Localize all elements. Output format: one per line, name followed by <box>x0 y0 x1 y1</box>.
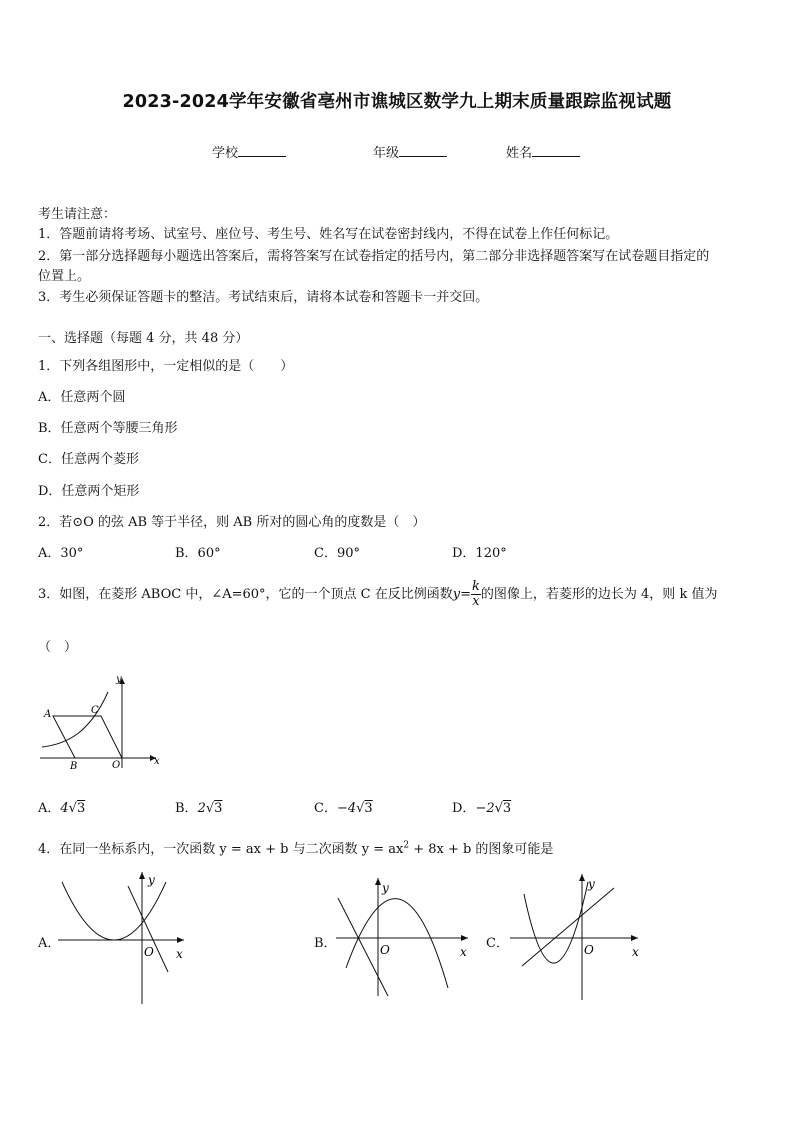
school-field[interactable] <box>212 142 286 161</box>
q3-option-a[interactable] <box>38 797 85 816</box>
q3-option-a-radical: √3 <box>68 801 86 816</box>
grade-label: 年级 <box>373 146 400 161</box>
q3-label-y: y <box>116 674 122 685</box>
q3-option-a-letter: A． <box>38 801 61 816</box>
q3-option-c-coef: −4 <box>336 801 357 816</box>
q3-option-c[interactable] <box>314 797 373 816</box>
note-1: 1．答题前请将考场、试室号、座位号、考生号、姓名写在试卷密封线内，不得在试卷上作任何标记。 <box>38 227 619 242</box>
q4c-label-y: y <box>588 877 595 891</box>
q4-option-b-label[interactable]: B． <box>314 936 337 951</box>
q3-hyperbola <box>42 692 108 747</box>
q4b-label-y: y <box>382 881 389 895</box>
q2-option-d[interactable]: D．120° <box>452 546 507 561</box>
grade-blank[interactable] <box>399 144 447 157</box>
q3-option-c-letter: C． <box>314 801 337 816</box>
grade-field[interactable] <box>373 142 447 161</box>
q3-label-b: B <box>70 761 78 772</box>
q4-option-a-label[interactable]: A． <box>38 936 61 951</box>
notes-header: 考生请注意： <box>38 207 117 222</box>
school-blank[interactable] <box>238 144 286 157</box>
q3-stem-a: 3．如图，在菱形 ABOC 中，∠A=60°，它的一个顶点 C 在反比例函数 <box>38 587 453 602</box>
school-label: 学校 <box>212 146 239 161</box>
q4-stem-a: 4．在同一坐标系内，一次函数 y = ax + b 与二次函数 y = ax <box>38 842 404 857</box>
q1-stem: 1．下列各组图形中，一定相似的是（ ） <box>38 359 294 374</box>
q4b-x-arrow <box>461 935 468 941</box>
q4a-label-x: x <box>176 947 183 961</box>
q4a-x-arrow <box>177 937 184 943</box>
q4c-y-arrow <box>579 874 585 881</box>
q4a-y-arrow <box>139 872 145 879</box>
q4-graph-a[interactable] <box>58 868 188 1008</box>
q2-option-b[interactable]: B．60° <box>175 546 221 561</box>
q3-label-c: C <box>91 705 99 716</box>
note-2: 2．第一部分选择题每小题选出答案后，需将答案写在试卷指定的括号内，第二部分非选择题答案写在试卷题目指定的 <box>38 249 710 264</box>
q4c-parabola <box>524 882 588 963</box>
q4a-label-y: y <box>148 873 155 887</box>
q4b-label-x: x <box>460 945 467 959</box>
q1-option-d[interactable]: D．任意两个矩形 <box>38 484 140 499</box>
note-3: 3．考生必须保证答题卡的整洁。考试结束后，请将本试卷和答题卡一并交回。 <box>38 290 489 305</box>
q3-figure <box>38 672 168 772</box>
q4c-x-arrow <box>631 935 638 941</box>
q4c-line <box>522 888 614 966</box>
q3-option-c-radicand: 3 <box>364 801 373 816</box>
q3-option-b-coef: 2 <box>197 801 206 816</box>
q3-stem-paren: （ ） <box>38 640 78 655</box>
q2-option-a[interactable]: A．30° <box>38 546 84 561</box>
q3-label-o: O <box>112 760 121 771</box>
page-title: 2023-2024学年安徽省亳州市谯城区数学九上期末质量跟踪监视试题 <box>122 92 672 112</box>
q3-func-y: y <box>452 587 461 602</box>
q4a-label-o: O <box>144 945 154 959</box>
q1-option-b[interactable]: B．任意两个等腰三角形 <box>38 421 178 436</box>
q3-option-b[interactable] <box>175 797 222 816</box>
name-blank[interactable] <box>532 144 580 157</box>
q1-option-c[interactable]: C．任意两个菱形 <box>38 452 139 467</box>
q3-option-b-radicand: 3 <box>214 801 223 816</box>
q3-option-a-radicand: 3 <box>76 801 86 816</box>
q3-option-d-letter: D． <box>452 801 476 816</box>
q4-option-c-label[interactable]: C． <box>486 936 509 951</box>
q3-label-x: x <box>154 756 160 767</box>
q3-func-eq: = <box>460 587 472 602</box>
q3-option-c-radical: √3 <box>356 801 373 816</box>
q4b-label-o: O <box>380 943 390 957</box>
q4-graph-b[interactable] <box>334 872 474 1000</box>
q3-option-b-radical: √3 <box>205 801 223 816</box>
name-label: 姓名 <box>506 146 533 161</box>
q4-graph-c[interactable] <box>508 870 646 1002</box>
q3-option-d-radicand: 3 <box>502 801 512 816</box>
q4-stem <box>38 838 553 857</box>
q4-stem-sup: 2 <box>403 840 410 851</box>
name-field[interactable] <box>506 142 580 161</box>
q3-stem-b: 的图像上，若菱形的边长为 4，则 k 值为 <box>480 587 718 602</box>
q1-option-a[interactable]: A．任意两个圆 <box>38 390 126 405</box>
q3-option-b-letter: B． <box>175 801 198 816</box>
q3-stem <box>38 578 717 612</box>
q3-label-a: A <box>44 709 52 720</box>
q2-option-c[interactable]: C．90° <box>314 546 360 561</box>
q4c-label-x: x <box>632 945 639 959</box>
q3-option-d-coef: −2 <box>475 801 495 816</box>
q4-stem-b: + 8x + b 的图象可能是 <box>409 842 554 857</box>
note-2-cont: 位置上。 <box>38 269 91 284</box>
q3-rhombus <box>53 716 122 758</box>
q4c-label-o: O <box>584 943 594 957</box>
q3-fraction-num: k <box>472 579 480 594</box>
q3-option-a-coef: 4 <box>60 801 69 816</box>
q2-stem: 2．若⊙O 的弦 AB 等于半径，则 AB 所对的圆心角的度数是（ ） <box>38 515 426 530</box>
q4b-y-arrow <box>375 878 381 885</box>
q3-option-d[interactable] <box>452 797 511 816</box>
q3-fraction <box>471 580 481 609</box>
q3-option-d-radical: √3 <box>494 801 512 816</box>
q3-fraction-den: x <box>472 594 480 609</box>
section-heading: 一、选择题（每题 4 分，共 48 分） <box>38 331 249 346</box>
q4a-parabola <box>62 882 166 940</box>
q4a-line <box>128 886 168 972</box>
